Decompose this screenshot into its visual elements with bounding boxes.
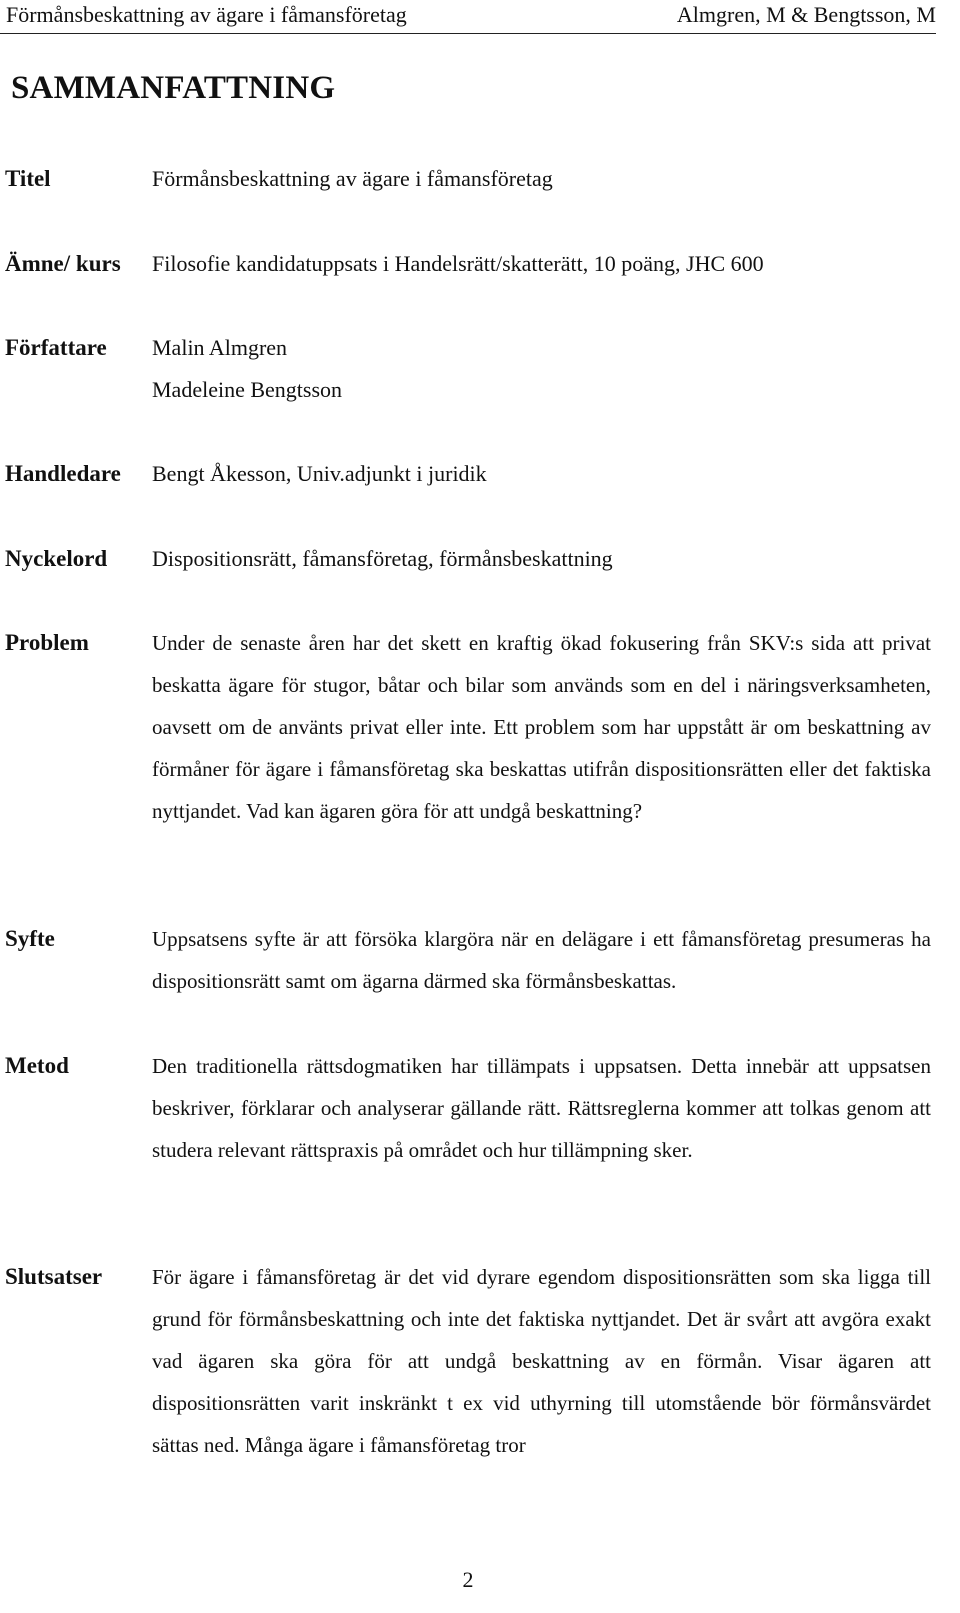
field-value: Förmånsbeskattning av ägare i fåmansföretag xyxy=(152,166,553,191)
header-authors: Almgren, M & Bengtsson, M xyxy=(676,2,936,27)
running-header xyxy=(0,0,936,34)
field-label: Problem xyxy=(5,630,89,655)
field-label: Metod xyxy=(5,1053,69,1078)
field-value: Filosofie kandidatuppsats i Handelsrätt/skatterätt, 10 poäng, JHC 600 xyxy=(152,251,764,276)
field-label: Slutsatser xyxy=(5,1264,103,1289)
header-title: Förmånsbeskattning av ägare i fåmansföretag xyxy=(6,2,407,27)
field-value: För ägare i fåmansföretag är det vid dyrare egendom dispositionsrätten som ska ligga till grund för förmånsbeskattning och inte det faktiska nyttjandet. Det är svårt att avgöra exakt vad ägaren ska göra för att undgå beskattning av en förmån. Visar ägaren att dispositionsrätten varit inskränkt t ex vid uthyrning till utomstående bör förmånsvärdet sättas ned. Många ägare i fåmansföretag tror xyxy=(152,1265,931,1457)
field-label: Syfte xyxy=(5,926,55,951)
page-number: 2 xyxy=(462,1567,474,1592)
field-label: Titel xyxy=(5,166,51,191)
field-value xyxy=(152,327,931,411)
field-value: Den traditionella rättsdogmatiken har tillämpats i uppsatsen. Detta innebär att uppsatsen beskriver, förklarar och analyserar gällande rätt. Rättsreglerna kommer att tolkas genom att studera relevant rättspraxis på området och hur tillämpning sker. xyxy=(152,1054,931,1162)
field-label: Författare xyxy=(5,335,107,360)
author-name: Madeleine Bengtsson xyxy=(152,377,343,402)
field-value: Dispositionsrätt, fåmansföretag, förmånsbeskattning xyxy=(152,546,613,571)
field-value: Bengt Åkesson, Univ.adjunkt i juridik xyxy=(152,461,487,486)
field-value: Under de senaste åren har det skett en kraftig ökad fokusering från SKV:s sida att privat beskatta ägare för stugor, båtar och bilar som används som en del i näringsverksamheten, oavsett om de använts privat eller inte. Ett problem som har uppstått är om beskattning av förmåner för ägare i fåmansföretag ska beskattas utifrån dispositionsrätten eller det faktiska nyttjandet. Vad kan ägaren göra för att undgå beskattning? xyxy=(152,631,931,823)
field-value: Uppsatsens syfte är att försöka klargöra när en delägare i ett fåmansföretag presumeras ha dispositionsrätt samt om ägarna därmed ska förmånsbeskattas. xyxy=(152,927,931,993)
field-label: Nyckelord xyxy=(5,546,108,571)
field-label: Handledare xyxy=(5,461,121,486)
page-title: SAMMANFATTNING xyxy=(11,70,336,106)
author-name: Malin Almgren xyxy=(152,335,288,360)
field-label: Ämne/ kurs xyxy=(5,251,121,276)
